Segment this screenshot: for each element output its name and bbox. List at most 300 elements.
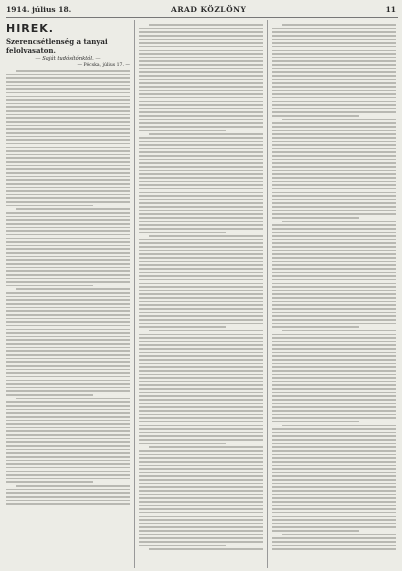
text-line — [139, 242, 263, 244]
text-line — [6, 416, 130, 418]
text-line — [272, 60, 396, 62]
text-line — [139, 192, 263, 194]
text-line — [272, 101, 396, 103]
text-line — [139, 86, 263, 88]
text-line — [272, 126, 396, 128]
text-line — [6, 365, 130, 367]
text-line — [272, 530, 359, 532]
text-line — [139, 39, 263, 41]
text-line — [272, 283, 396, 285]
text-line — [6, 161, 130, 163]
column-2 — [139, 22, 263, 552]
text-line — [139, 363, 263, 365]
text-line — [272, 286, 396, 288]
text-line — [272, 235, 396, 237]
text-line — [272, 264, 396, 266]
text-line — [6, 103, 130, 105]
text-line — [272, 516, 396, 518]
text-line — [272, 399, 396, 401]
text-line — [139, 275, 263, 277]
text-line — [272, 250, 396, 252]
text-line — [6, 394, 93, 396]
text-line — [272, 82, 396, 84]
text-line — [139, 537, 263, 539]
text-line — [139, 304, 263, 306]
page-header — [6, 5, 398, 18]
text-line — [6, 201, 130, 203]
text-line — [149, 133, 263, 135]
text-line — [272, 166, 396, 168]
text-line — [272, 548, 396, 550]
text-line — [272, 188, 396, 190]
text-line — [139, 221, 263, 223]
text-line — [6, 314, 130, 316]
text-line — [139, 75, 263, 77]
text-line — [6, 197, 130, 199]
text-line — [139, 301, 263, 303]
text-line — [6, 427, 130, 429]
text-line — [6, 74, 130, 76]
text-line — [16, 288, 130, 290]
text-line — [272, 261, 396, 263]
text-line — [272, 53, 396, 55]
text-line — [272, 151, 396, 153]
text-line — [272, 454, 396, 456]
text-line — [139, 486, 263, 488]
text-line — [6, 92, 130, 94]
text-line — [139, 315, 263, 317]
text-line — [272, 392, 396, 394]
text-line — [6, 292, 130, 294]
text-line — [6, 350, 130, 352]
text-line — [272, 545, 396, 547]
text-line — [6, 478, 130, 480]
text-line — [6, 252, 130, 254]
text-line — [139, 184, 263, 186]
text-line — [139, 465, 263, 467]
text-line — [139, 108, 263, 110]
text-line — [139, 377, 263, 379]
text-line — [272, 359, 396, 361]
text-line — [6, 321, 130, 323]
text-line — [6, 125, 130, 127]
text-line — [149, 235, 263, 237]
text-line — [272, 213, 396, 215]
text-line — [149, 446, 263, 448]
text-line — [139, 250, 263, 252]
text-line — [139, 341, 263, 343]
text-line — [139, 359, 263, 361]
text-line — [139, 530, 263, 532]
text-line — [139, 541, 263, 543]
text-line — [6, 310, 130, 312]
text-line — [272, 414, 396, 416]
text-line — [6, 154, 130, 156]
text-line — [6, 110, 130, 112]
text-line — [139, 53, 263, 55]
text-line — [6, 168, 130, 170]
text-line — [6, 449, 130, 451]
text-line — [272, 348, 396, 350]
text-line — [6, 150, 130, 152]
text-line — [139, 71, 263, 73]
text-line — [272, 523, 396, 525]
text-line — [139, 290, 263, 292]
text-line — [272, 90, 396, 92]
text-line — [272, 490, 396, 492]
text-line — [6, 445, 130, 447]
text-line — [139, 122, 263, 124]
text-line — [139, 217, 263, 219]
text-line — [272, 293, 396, 295]
article-body — [139, 24, 263, 550]
text-line — [149, 24, 263, 26]
text-line — [6, 467, 130, 469]
text-line — [139, 130, 226, 132]
text-line — [6, 339, 130, 341]
text-line — [6, 456, 130, 458]
text-line — [139, 497, 263, 499]
text-line — [282, 534, 396, 536]
text-line — [139, 159, 263, 161]
text-line — [139, 188, 263, 190]
text-line — [272, 483, 396, 485]
text-line — [6, 489, 130, 491]
issue-date: 1914. július 18. — [6, 5, 72, 14]
text-line — [272, 326, 359, 328]
text-line — [272, 341, 396, 343]
text-line — [272, 162, 396, 164]
text-line — [139, 35, 263, 37]
text-line — [139, 395, 263, 397]
text-line — [6, 329, 130, 331]
text-line — [6, 267, 130, 269]
text-line — [282, 24, 396, 26]
text-line — [272, 279, 396, 281]
text-line — [272, 239, 396, 241]
text-line — [139, 494, 263, 496]
text-line — [139, 268, 263, 270]
text-line — [139, 297, 263, 299]
text-line — [139, 46, 263, 48]
text-line — [272, 479, 396, 481]
text-line — [139, 151, 263, 153]
text-line — [272, 181, 396, 183]
text-line — [6, 358, 130, 360]
text-line — [6, 390, 130, 392]
text-line — [6, 380, 130, 382]
text-line — [6, 423, 130, 425]
text-line — [272, 184, 396, 186]
text-line — [6, 503, 130, 505]
column-3 — [272, 22, 396, 552]
text-line — [272, 323, 396, 325]
text-line — [139, 406, 263, 408]
text-line — [139, 264, 263, 266]
text-line — [272, 337, 396, 339]
text-line — [272, 246, 396, 248]
text-line — [16, 485, 130, 487]
text-line — [6, 401, 130, 403]
text-line — [139, 97, 263, 99]
text-line — [139, 534, 263, 536]
text-line — [139, 68, 263, 70]
text-line — [139, 366, 263, 368]
text-line — [272, 355, 396, 357]
text-line — [272, 457, 396, 459]
text-line — [6, 77, 130, 79]
text-line — [272, 210, 396, 212]
text-line — [139, 64, 263, 66]
text-line — [272, 64, 396, 66]
text-line — [139, 79, 263, 81]
text-line — [272, 144, 396, 146]
text-line — [272, 177, 396, 179]
text-line — [139, 388, 263, 390]
text-line — [139, 352, 263, 354]
text-line — [272, 133, 396, 135]
text-line — [272, 446, 396, 448]
text-line — [6, 361, 130, 363]
text-line — [139, 173, 263, 175]
text-line — [139, 293, 263, 295]
text-line — [6, 187, 130, 189]
article-body — [272, 24, 396, 550]
text-line — [6, 85, 130, 87]
text-line — [6, 500, 130, 502]
text-line — [272, 505, 396, 507]
text-line — [282, 221, 396, 223]
text-line — [139, 432, 263, 434]
text-line — [139, 355, 263, 357]
text-line — [272, 173, 396, 175]
text-line — [6, 354, 130, 356]
text-line — [6, 336, 130, 338]
text-line — [139, 181, 263, 183]
text-line — [272, 206, 396, 208]
text-line — [272, 268, 396, 270]
text-line — [272, 97, 396, 99]
text-line — [139, 162, 263, 164]
text-line — [272, 461, 396, 463]
text-line — [139, 399, 263, 401]
text-line — [272, 159, 396, 161]
text-line — [272, 475, 396, 477]
text-line — [6, 238, 130, 240]
text-line — [6, 376, 130, 378]
text-line — [139, 523, 263, 525]
text-line — [139, 312, 263, 314]
text-line — [6, 409, 130, 411]
text-line — [149, 548, 263, 550]
text-line — [139, 115, 263, 117]
text-line — [6, 190, 130, 192]
text-line — [272, 217, 359, 219]
column-1 — [6, 22, 130, 507]
text-line — [6, 463, 130, 465]
text-line — [139, 323, 263, 325]
text-line — [272, 75, 396, 77]
text-line — [6, 303, 130, 305]
text-line — [272, 137, 396, 139]
text-line — [272, 86, 396, 88]
text-line — [139, 148, 263, 150]
text-line — [139, 421, 263, 423]
text-line — [272, 115, 359, 117]
text-line — [139, 82, 263, 84]
text-line — [6, 481, 93, 483]
text-line — [272, 232, 396, 234]
text-line — [6, 183, 130, 185]
text-line — [139, 450, 263, 452]
text-line — [272, 439, 396, 441]
text-line — [272, 370, 396, 372]
text-line — [272, 253, 396, 255]
text-line — [139, 439, 263, 441]
text-line — [139, 206, 263, 208]
text-line — [272, 275, 396, 277]
text-line — [272, 104, 396, 106]
text-line — [6, 143, 130, 145]
text-line — [139, 457, 263, 459]
text-line — [272, 42, 396, 44]
text-line — [139, 195, 263, 197]
text-line — [6, 434, 130, 436]
text-line — [139, 468, 263, 470]
text-line — [272, 39, 396, 41]
text-line — [6, 114, 130, 116]
text-line — [272, 432, 396, 434]
text-line — [6, 383, 130, 385]
text-line — [139, 319, 263, 321]
text-line — [6, 274, 130, 276]
text-line — [6, 281, 130, 283]
text-line — [272, 519, 396, 521]
text-line — [6, 270, 130, 272]
text-line — [139, 279, 263, 281]
article-dateline: — Pécska, július 17. — — [77, 63, 130, 68]
text-line — [6, 179, 130, 181]
text-line — [139, 454, 263, 456]
text-line — [6, 325, 130, 327]
text-line — [272, 297, 396, 299]
text-line — [272, 395, 396, 397]
text-line — [272, 374, 396, 376]
text-line — [6, 307, 130, 309]
text-line — [139, 334, 263, 336]
text-line — [139, 286, 263, 288]
text-line — [139, 472, 263, 474]
text-line — [6, 460, 130, 462]
text-line — [139, 443, 226, 445]
text-line — [6, 248, 130, 250]
column-rule — [134, 20, 135, 568]
page-number: 11 — [385, 5, 396, 14]
text-line — [272, 366, 396, 368]
text-line — [139, 512, 263, 514]
text-line — [272, 468, 396, 470]
text-line — [139, 101, 263, 103]
text-line — [272, 192, 396, 194]
text-line — [272, 195, 396, 197]
text-line — [6, 99, 130, 101]
text-line — [139, 417, 263, 419]
text-line — [139, 308, 263, 310]
text-line — [139, 50, 263, 52]
text-line — [272, 57, 396, 59]
text-line — [6, 387, 130, 389]
text-line — [272, 403, 396, 405]
text-line — [272, 224, 396, 226]
text-line — [6, 81, 130, 83]
text-line — [6, 256, 130, 258]
text-line — [6, 263, 130, 265]
text-line — [272, 312, 396, 314]
text-line — [139, 435, 263, 437]
text-line — [272, 443, 396, 445]
text-line — [139, 228, 263, 230]
text-line — [139, 111, 263, 113]
text-line — [272, 435, 396, 437]
text-line — [282, 330, 396, 332]
text-line — [6, 278, 130, 280]
text-line — [6, 241, 130, 243]
text-line — [6, 205, 93, 207]
text-line — [6, 157, 130, 159]
text-line — [6, 227, 130, 229]
text-line — [139, 505, 263, 507]
text-line — [272, 242, 396, 244]
text-line — [272, 202, 396, 204]
text-line — [272, 304, 396, 306]
text-line — [282, 119, 396, 121]
text-line — [139, 337, 263, 339]
text-line — [6, 369, 130, 371]
text-line — [139, 170, 263, 172]
text-line — [272, 290, 396, 292]
text-line — [6, 343, 130, 345]
text-line — [139, 232, 226, 234]
text-line — [139, 283, 263, 285]
text-line — [139, 475, 263, 477]
column-rule — [267, 20, 268, 568]
text-line — [6, 259, 130, 261]
text-line — [139, 501, 263, 503]
text-line — [272, 377, 396, 379]
text-line — [139, 257, 263, 259]
text-line — [282, 425, 396, 427]
text-line — [6, 430, 130, 432]
text-line — [272, 494, 396, 496]
text-line — [139, 199, 263, 201]
text-line — [6, 176, 130, 178]
text-line — [6, 452, 130, 454]
text-line — [139, 526, 263, 528]
text-line — [6, 471, 130, 473]
text-line — [139, 410, 263, 412]
text-line — [139, 508, 263, 510]
text-line — [6, 405, 130, 407]
text-line — [272, 122, 396, 124]
text-line — [6, 88, 130, 90]
text-line — [6, 318, 130, 320]
text-line — [6, 96, 130, 98]
text-line — [272, 170, 396, 172]
text-line — [272, 352, 396, 354]
text-line — [272, 486, 396, 488]
text-line — [139, 253, 263, 255]
text-line — [272, 421, 359, 423]
